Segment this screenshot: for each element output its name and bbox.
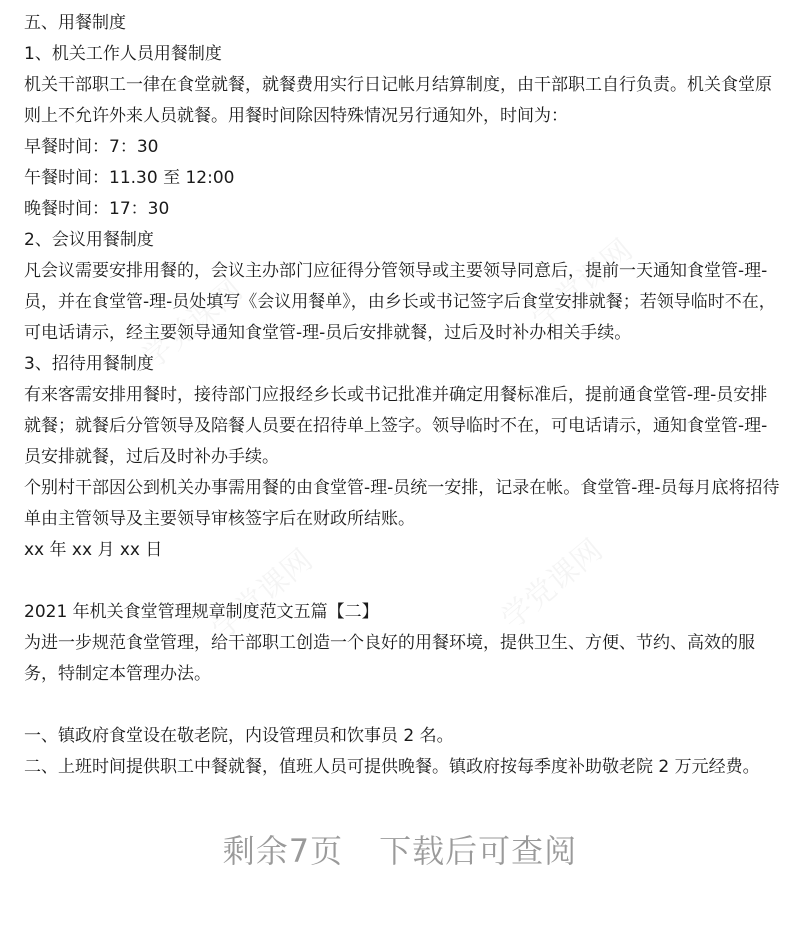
subsection-heading: 1、机关工作人员用餐制度 [24,44,222,64]
list-item: 二、上班时间提供职工中餐就餐，值班人员可提供晚餐。镇政府按每季度补助敬老院 2 万元经费。 [24,757,760,777]
paragraph: 机关干部职工一律在食堂就餐，就餐费用实行日记帐月结算制度，由干部职工自行负责。机关食堂原则上不允许外来人员就餐。用餐时间除因特殊情况另行通知外，时间为： [24,75,772,126]
section-heading: 五、用餐制度 [24,13,126,33]
paragraph: 有来客需安排用餐时，接待部门应报经乡长或书记批准并确定用餐标准后，提前通食堂管-理-员安排就餐；就餐后分管领导及陪餐人员要在招待单上签字。领导临时不在，可电话请示，通知食堂管-理-员安排就餐，过后及时补办手续。 [24,385,768,467]
paragraph: 为进一步规范食堂管理，给干部职工创造一个良好的用餐环境，提供卫生、方便、节约、高效的服务，特制定本管理办法。 [24,633,755,684]
list-item: 一、镇政府食堂设在敬老院，内设管理员和饮事员 2 名。 [24,726,454,746]
paragraph: 凡会议需要安排用餐的，会议主办部门应征得分管领导或主要领导同意后，提前一天通知食堂管-理-员，并在食堂管-理-员处填写《会议用餐单》，由乡长或书记签字后食堂安排就餐；若领导临时不在，可电话请示，经主要领导通知食堂管-理-员后安排就餐，过后及时补办相关手续。 [24,261,776,343]
article-title: 2021 年机关食堂管理规章制度范文五篇【二】 [24,602,379,622]
download-to-view-text: 下载后可查阅 [379,832,578,870]
document-body [24,8,780,783]
subsection-heading: 2、会议用餐制度 [24,230,154,250]
blank-line [24,566,780,597]
meal-time-lunch: 午餐时间：11.30 至 12:00 [24,168,235,188]
meal-time-dinner: 晚餐时间：17：30 [24,199,170,219]
paragraph: 个别村干部因公到机关办事需用餐的由食堂管-理-员统一安排，记录在帐。食堂管-理-员每月底将招待单由主管领导及主要领导审核签字后在财政所结账。 [24,478,780,529]
meal-time-breakfast: 早餐时间：7：30 [24,137,159,157]
remaining-pages-text: 剩余7页 [222,832,344,870]
download-prompt[interactable] [0,826,800,872]
subsection-heading: 3、招待用餐制度 [24,354,154,374]
date-line: xx 年 xx 月 xx 日 [24,540,163,560]
blank-line [24,690,780,721]
